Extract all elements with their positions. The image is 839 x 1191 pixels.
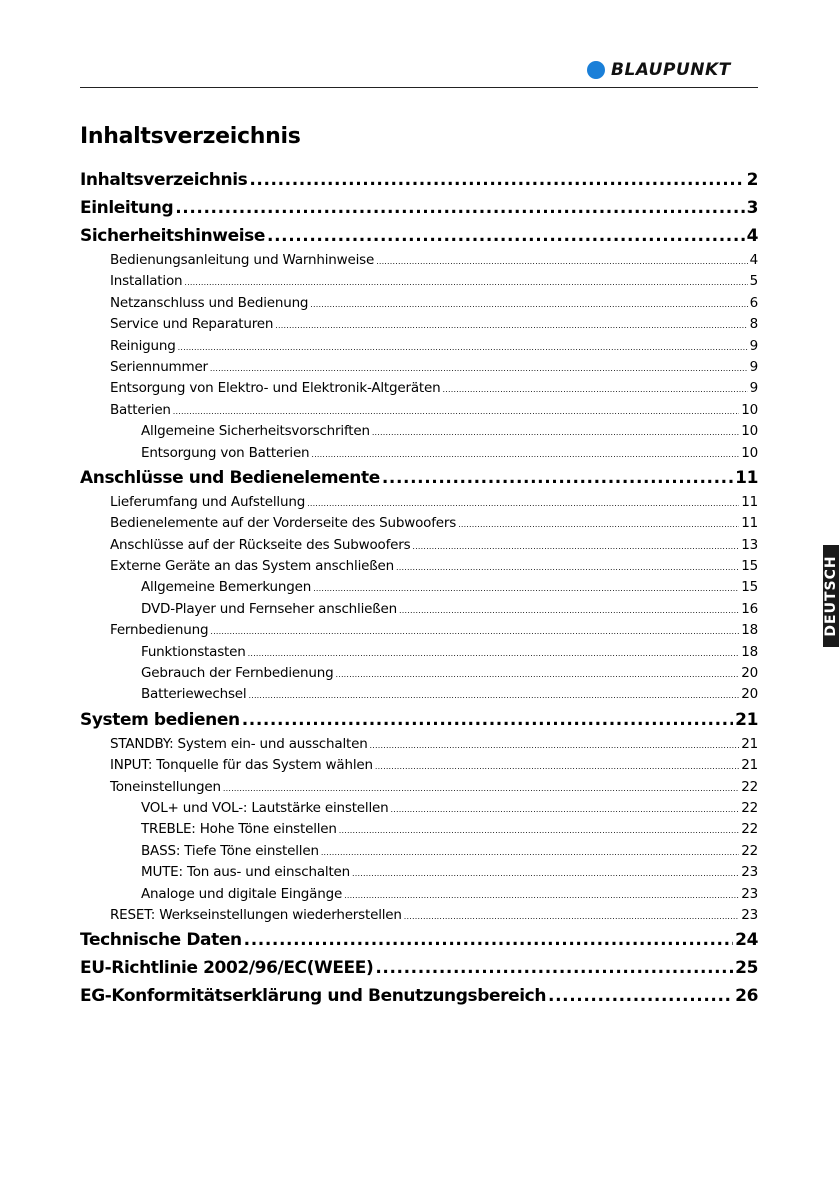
toc-entry-title: Einleitung <box>80 198 174 218</box>
toc-entry-page: 22 <box>741 778 758 795</box>
toc-leader-dots <box>210 621 739 641</box>
toc-entry-page: 18 <box>741 622 758 639</box>
toc-entry-page: 18 <box>741 643 758 660</box>
toc-entry-page: 15 <box>741 579 758 596</box>
toc-entry[interactable] <box>80 954 758 982</box>
toc-entry-title: BASS: Tiefe Töne einstellen <box>141 842 319 859</box>
toc-leader-dots <box>175 194 744 222</box>
toc-entry-title: DVD-Player und Fernseher anschließen <box>141 600 397 617</box>
toc-entry-page: 21 <box>735 709 758 730</box>
toc-entry-page: 11 <box>741 515 758 532</box>
toc-leader-dots <box>335 664 739 684</box>
toc-entry-title: Bedienelemente auf der Vorderseite des Subwoofers <box>110 515 457 532</box>
toc-entry-page: 3 <box>746 198 758 218</box>
toc-leader-dots <box>370 735 740 755</box>
toc-entry[interactable] <box>80 884 758 905</box>
toc-entry-title: TREBLE: Hohe Töne einstellen <box>141 821 337 838</box>
toc-entry[interactable] <box>80 982 758 1010</box>
toc-entry[interactable] <box>80 798 758 819</box>
toc-entry-title: Funktionstasten <box>141 643 246 660</box>
toc-entry-title: Externe Geräte an das System anschließen <box>110 558 394 575</box>
toc-entry[interactable] <box>80 734 758 755</box>
toc-leader-dots <box>548 982 733 1010</box>
toc-leader-dots <box>375 756 739 776</box>
toc-entry[interactable] <box>80 271 758 292</box>
toc-entry[interactable] <box>80 222 758 250</box>
toc-leader-dots <box>210 358 748 378</box>
toc-entry-title: RESET: Werkseinstellungen wiederherstellen <box>110 906 402 923</box>
toc-leader-dots <box>242 706 733 734</box>
toc-entry[interactable] <box>80 577 758 598</box>
toc-entry-page: 22 <box>741 842 758 859</box>
toc-entry-title: Gebrauch der Fernbedienung <box>141 665 334 682</box>
toc-entry[interactable] <box>80 400 758 421</box>
toc-entry[interactable] <box>80 378 758 399</box>
toc-leader-dots <box>223 778 739 798</box>
toc-entry[interactable] <box>80 599 758 620</box>
toc-entry-title: Reinigung <box>110 337 176 354</box>
toc-entry[interactable] <box>80 684 758 705</box>
toc-leader-dots <box>248 685 739 705</box>
toc-leader-dots <box>404 906 739 926</box>
toc-entry-title: EU-Richtlinie 2002/96/EC(WEEE) <box>80 958 374 979</box>
toc-entry-page: 4 <box>746 226 758 246</box>
toc-entry-page: 25 <box>735 958 758 979</box>
toc-entry-page: 23 <box>741 885 758 902</box>
toc-entry-title: Sicherheitshinweise <box>80 226 266 246</box>
toc-entry[interactable] <box>80 166 758 194</box>
toc-entry-page: 11 <box>735 467 758 488</box>
toc-entry-page: 4 <box>749 252 758 268</box>
toc-leader-dots <box>352 863 739 883</box>
toc-entry-page: 16 <box>741 600 758 617</box>
toc-leader-dots <box>173 401 739 421</box>
toc-entry[interactable] <box>80 194 758 222</box>
toc-entry-page: 23 <box>741 864 758 881</box>
toc-entry-page: 15 <box>741 558 758 575</box>
toc-entry-title: Batterien <box>110 401 171 418</box>
toc-entry-title: STANDBY: System ein- und ausschalten <box>110 735 368 752</box>
toc-entry-title: Bedienungsanleitung und Warnhinweise <box>110 252 375 268</box>
toc-leader-dots <box>412 536 739 556</box>
toc-entry-page: 11 <box>741 493 758 510</box>
toc-entry-title: Fernbedienung <box>110 622 209 639</box>
brand-name: BLAUPUNKT <box>611 60 731 80</box>
toc-leader-dots <box>184 272 747 292</box>
toc-entry-title: Anschlüsse und Bedienelemente <box>80 467 380 488</box>
brand-logo <box>587 60 731 80</box>
toc-leader-dots <box>307 493 739 513</box>
toc-leader-dots <box>399 600 739 620</box>
table-of-contents <box>80 166 758 1010</box>
toc-entry[interactable] <box>80 492 758 513</box>
toc-entry-title: Entsorgung von Elektro- und Elektronik-Altgeräten <box>110 380 441 397</box>
toc-entry-title: Anschlüsse auf der Rückseite des Subwoofers <box>110 536 411 553</box>
toc-leader-dots <box>390 799 739 819</box>
toc-entry-page: 20 <box>741 665 758 682</box>
toc-entry-title: Entsorgung von Batterien <box>141 444 310 461</box>
toc-leader-dots <box>372 422 739 442</box>
toc-entry[interactable] <box>80 706 758 734</box>
toc-entry[interactable] <box>80 443 758 464</box>
toc-leader-dots <box>376 251 748 271</box>
toc-leader-dots <box>275 315 747 335</box>
toc-entry-page: 9 <box>749 358 758 375</box>
toc-entry-page: 24 <box>735 930 758 951</box>
toc-entry[interactable] <box>80 464 758 492</box>
toc-entry[interactable] <box>80 250 758 271</box>
toc-entry[interactable] <box>80 421 758 442</box>
toc-entry-page: 21 <box>741 735 758 752</box>
toc-entry-title: Installation <box>110 273 183 290</box>
toc-entry-title: System bedienen <box>80 709 240 730</box>
toc-leader-dots <box>249 166 744 194</box>
toc-entry-page: 10 <box>741 423 758 440</box>
brand-dot-icon <box>587 61 605 79</box>
toc-entry-title: Analoge und digitale Eingänge <box>141 885 343 902</box>
toc-entry[interactable] <box>80 336 758 357</box>
toc-entry-page: 20 <box>741 686 758 703</box>
toc-entry-page: 2 <box>746 170 758 190</box>
toc-entry-page: 23 <box>741 906 758 923</box>
toc-entry-page: 10 <box>741 444 758 461</box>
toc-entry-title: Inhaltsverzeichnis <box>80 170 248 190</box>
toc-entry-title: Lieferumfang und Aufstellung <box>110 493 306 510</box>
toc-entry-title: INPUT: Tonquelle für das System wählen <box>110 757 373 774</box>
toc-entry-title: VOL+ und VOL-: Lautstärke einstellen <box>141 799 389 816</box>
toc-entry[interactable] <box>80 862 758 883</box>
toc-entry-title: Toneinstellungen <box>110 778 221 795</box>
toc-entry[interactable] <box>80 663 758 684</box>
toc-entry[interactable] <box>80 926 758 954</box>
toc-leader-dots <box>375 954 733 982</box>
toc-entry-page: 13 <box>741 536 758 553</box>
toc-entry[interactable] <box>80 819 758 840</box>
toc-leader-dots <box>267 222 745 250</box>
toc-entry-page: 6 <box>749 294 758 311</box>
toc-entry[interactable] <box>80 905 758 926</box>
toc-entry-page: 10 <box>741 401 758 418</box>
toc-entry-title: Seriennummer <box>110 358 208 375</box>
toc-leader-dots <box>396 557 739 577</box>
toc-leader-dots <box>313 578 739 598</box>
toc-entry-page: 9 <box>749 380 758 397</box>
toc-leader-dots <box>458 514 739 534</box>
toc-leader-dots <box>178 337 748 357</box>
header-divider <box>80 87 758 88</box>
toc-entry-title: EG-Konformitätserklärung und Benutzungsbereich <box>80 986 547 1007</box>
toc-entry[interactable] <box>80 620 758 641</box>
toc-entry-page: 21 <box>741 757 758 774</box>
toc-leader-dots <box>344 885 739 905</box>
toc-entry-page: 26 <box>735 986 758 1007</box>
toc-leader-dots <box>311 444 739 464</box>
language-tab-label: DEUTSCH <box>823 555 839 637</box>
toc-entry[interactable] <box>80 642 758 663</box>
toc-entry[interactable] <box>80 293 758 314</box>
toc-entry[interactable] <box>80 755 758 776</box>
toc-leader-dots <box>244 926 733 954</box>
toc-entry[interactable] <box>80 357 758 378</box>
toc-entry[interactable] <box>80 314 758 335</box>
toc-entry-page: 22 <box>741 821 758 838</box>
toc-entry[interactable] <box>80 556 758 577</box>
toc-entry-page: 22 <box>741 799 758 816</box>
toc-entry-page: 5 <box>749 273 758 290</box>
toc-leader-dots <box>310 294 747 314</box>
toc-leader-dots <box>442 379 747 399</box>
toc-entry-title: Batteriewechsel <box>141 686 247 703</box>
toc-leader-dots <box>248 643 740 663</box>
toc-entry[interactable] <box>80 535 758 556</box>
toc-entry[interactable] <box>80 841 758 862</box>
toc-entry-title: Netzanschluss und Bedienung <box>110 294 309 311</box>
toc-leader-dots <box>339 820 739 840</box>
toc-entry[interactable] <box>80 513 758 534</box>
page-title: Inhaltsverzeichnis <box>80 124 301 149</box>
toc-entry[interactable] <box>80 777 758 798</box>
toc-leader-dots <box>321 842 739 862</box>
toc-entry-title: MUTE: Ton aus- und einschalten <box>141 864 351 881</box>
toc-entry-page: 9 <box>749 337 758 354</box>
toc-entry-title: Technische Daten <box>80 930 242 951</box>
toc-entry-title: Allgemeine Sicherheitsvorschriften <box>141 423 370 440</box>
toc-entry-title: Allgemeine Bemerkungen <box>141 579 312 596</box>
toc-entry-page: 8 <box>749 316 758 333</box>
toc-leader-dots <box>382 464 733 492</box>
toc-entry-title: Service und Reparaturen <box>110 316 274 333</box>
